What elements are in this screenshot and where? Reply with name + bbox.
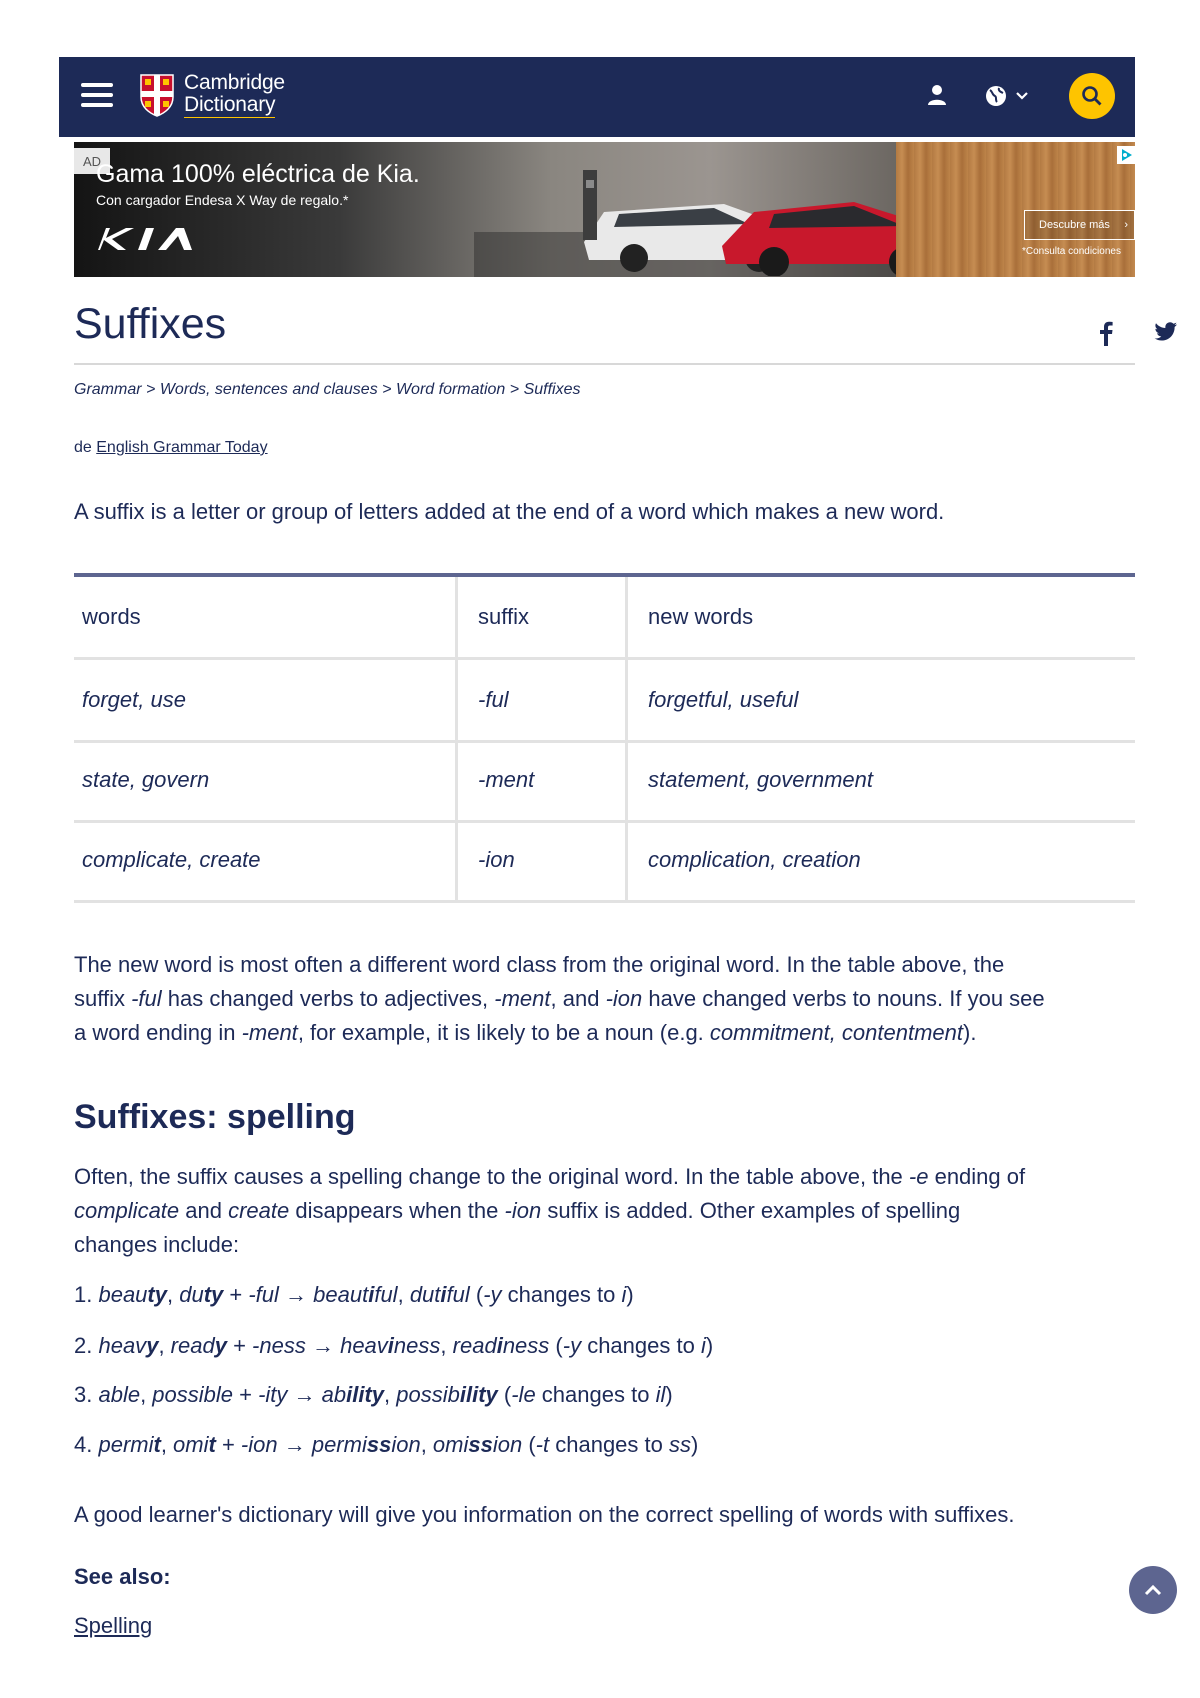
table-cell-words: forget, use: [74, 660, 458, 740]
list-item: 4. permit, omit + -ion → permission, omission (-t changes to ss): [74, 1432, 699, 1457]
ad-subline: Con cargador Endesa X Way de regalo.*: [96, 192, 349, 208]
site-logo[interactable]: [139, 72, 285, 118]
source-prefix: de: [74, 439, 92, 456]
chevron-right-icon: ›: [1124, 219, 1128, 231]
table-header-row: [74, 577, 1135, 660]
source-link[interactable]: English Grammar Today: [96, 439, 268, 456]
paragraph-line: Often, the suffix causes a spelling change to the original word. In the table above, the -e ending of: [74, 1164, 1026, 1189]
list-item: 1. beauty, duty + -ful → beautiful, dutiful (-y changes to i): [74, 1282, 634, 1307]
closing-paragraph: A good learner's dictionary will give you information on the correct spelling of words with suffixes.: [74, 1502, 1015, 1527]
see-also-label: See also:: [74, 1564, 171, 1589]
breadcrumb-suffixes[interactable]: Suffixes: [523, 381, 581, 398]
back-to-top-button[interactable]: [1129, 1566, 1177, 1614]
table-row: [74, 660, 1135, 743]
table-cell-suffix: -ion: [458, 820, 628, 900]
logo-line-1: Cambridge: [184, 71, 285, 94]
breadcrumb-separator: >: [509, 381, 524, 398]
breadcrumb-separator: >: [382, 381, 396, 398]
kia-logo: [96, 224, 216, 254]
list-item: 2. heavy, ready + -ness → heaviness, readiness (-y changes to i): [74, 1333, 714, 1358]
table-cell-suffix: -ment: [458, 740, 628, 820]
cambridge-shield-icon: [139, 73, 175, 117]
ad-cta-label: Descubre más: [1039, 219, 1110, 231]
section-heading-spelling: Suffixes: spelling: [74, 1098, 356, 1136]
ad-label: AD: [74, 148, 110, 174]
ad-legal-text: *Consulta condiciones: [1022, 246, 1121, 257]
table-header-new-words: new words: [648, 604, 754, 629]
twitter-icon[interactable]: [1154, 322, 1178, 342]
menu-icon[interactable]: [81, 83, 113, 107]
spelling-paragraph: [74, 1160, 1135, 1262]
table-row: [74, 820, 1135, 903]
page-title: Suffixes: [74, 300, 227, 348]
advertisement-banner[interactable]: [74, 142, 1135, 277]
paragraph-line: suffix -ful has changed verbs to adjectives, -ment, and -ion have changed verbs to nouns. If you see: [74, 986, 1045, 1011]
search-button[interactable]: [1069, 73, 1115, 119]
word-class-paragraph: [74, 948, 1135, 1050]
globe-icon: [984, 84, 1008, 108]
breadcrumb: [74, 381, 581, 399]
chevron-down-icon: [1014, 88, 1030, 104]
table-cell-words: state, govern: [74, 740, 458, 820]
site-header: [59, 57, 1135, 137]
facebook-icon[interactable]: [1099, 320, 1113, 346]
table-cell-words: complicate, create: [74, 820, 458, 900]
logo-line-2: Dictionary: [184, 93, 276, 116]
table-cell-suffix: -ful: [458, 660, 628, 740]
table-cell-new-words: statement, government: [648, 767, 874, 792]
table-header-suffix: suffix: [458, 577, 628, 657]
paragraph-line: complicate and create disappears when the -ion suffix is added. Other examples of spelling: [74, 1198, 961, 1223]
see-also-spelling-link[interactable]: Spelling: [74, 1613, 153, 1638]
table-cell-new-words: forgetful, useful: [648, 687, 799, 712]
title-divider: [74, 363, 1135, 365]
breadcrumb-grammar[interactable]: Grammar: [74, 381, 142, 398]
breadcrumb-separator: >: [146, 381, 160, 398]
adchoices-icon[interactable]: [1117, 146, 1135, 164]
table-header-words: words: [74, 577, 458, 657]
search-icon: [1081, 85, 1103, 107]
breadcrumb-words-sentences-clauses[interactable]: Words, sentences and clauses: [159, 381, 378, 398]
breadcrumb-word-formation[interactable]: Word formation: [395, 381, 506, 398]
intro-paragraph: A suffix is a letter or group of letters added at the end of a word which makes a new word.: [74, 499, 945, 524]
source-line: [74, 439, 268, 457]
user-icon[interactable]: [925, 83, 949, 107]
paragraph-line: The new word is most often a different word class from the original word. In the table above, the: [74, 952, 1005, 977]
language-selector[interactable]: [984, 83, 1034, 109]
ad-cta-button[interactable]: [1024, 210, 1135, 240]
table-cell-new-words: complication, creation: [648, 847, 861, 872]
list-item: 3. able, possible + -ity → ability, possibility (-le changes to il): [74, 1382, 673, 1407]
ad-headline: Gama 100% eléctrica de Kia.: [96, 160, 420, 188]
chevron-up-icon: [1143, 1583, 1163, 1597]
paragraph-line: changes include:: [74, 1232, 240, 1257]
table-row: [74, 740, 1135, 823]
ad-charger-image: [579, 170, 601, 240]
paragraph-line: a word ending in -ment, for example, it is likely to be a noun (e.g. commitment, contentment).: [74, 1020, 977, 1045]
